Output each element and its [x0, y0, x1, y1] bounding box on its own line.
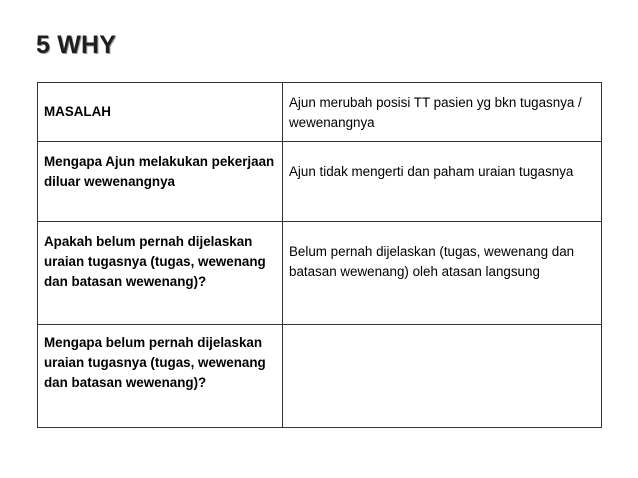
- page-title: 5 WHY: [36, 31, 117, 59]
- table-row-why-2: [38, 222, 602, 325]
- question-cell: Mengapa Ajun melakukan pekerjaan diluar wewenangnya: [38, 142, 283, 222]
- question-cell: Apakah belum pernah dijelaskan uraian tugasnya (tugas, wewenang dan batasan wewenang)?: [38, 222, 283, 325]
- answer-cell: Ajun tidak mengerti dan paham uraian tugasnya: [283, 142, 602, 222]
- five-why-table: [37, 82, 602, 428]
- table-row-masalah: [38, 83, 602, 142]
- table-row-why-1: [38, 142, 602, 222]
- question-cell: Mengapa belum pernah dijelaskan uraian tugasnya (tugas, wewenang dan batasan wewenang)?: [38, 325, 283, 428]
- answer-cell: [283, 325, 602, 428]
- answer-cell: Belum pernah dijelaskan (tugas, wewenang dan batasan wewenang) oleh atasan langsung: [283, 222, 602, 325]
- answer-cell: Ajun merubah posisi TT pasien yg bkn tugasnya / wewenangnya: [283, 83, 602, 142]
- table-row-why-3: [38, 325, 602, 428]
- question-cell: MASALAH: [38, 83, 283, 142]
